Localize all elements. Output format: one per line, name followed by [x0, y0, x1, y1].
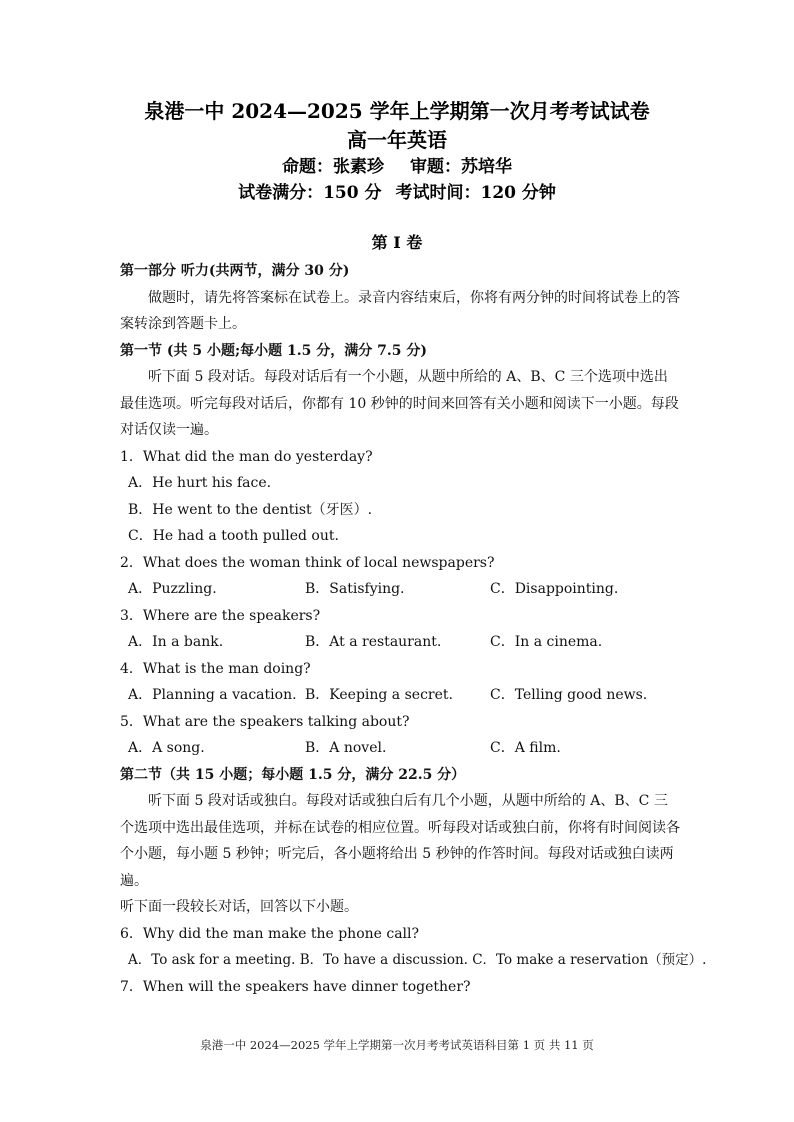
- q4-option-a: A．Planning a vacation.: [128, 687, 297, 703]
- section1-heading: 第一节 (共 5 小题;每小题 1.5 分，满分 7.5 分): [120, 342, 427, 359]
- q6-options: A．To ask for a meeting. B．To have a discussion. C．To make a reservation（预定）.: [128, 952, 707, 968]
- q3-option-a: A．In a bank.: [128, 634, 224, 650]
- exam-time: 考试时间：120 分钟: [395, 183, 556, 203]
- q5-option-a: A．A song.: [128, 740, 205, 756]
- part1-intro: 做题时，请先将答案标在试卷上。录音内容结束后，你将有两分钟的时间将试卷上的答案转涂到答题卡上。: [120, 289, 680, 332]
- part1-heading: 第一部分 听力(共两节，满分 30 分): [120, 263, 350, 279]
- section2-intro: 听下面 5 段对话或独白。每段对话或独白后有几个小题，从题中所给的 A、B、C 三个选项中选出最佳选项，并标在试卷的相应位置。听每段对话或独白前，你将有时间阅读各个小题，每小题 5 秒钟；听完后，各小题将给出 5 秒钟的作答时间。每段对话或独白读两遍。: [120, 793, 680, 889]
- page-footer: 泉港一中 2024—2025 学年上学期第一次月考考试英语科目第 1 页 共 11 页: [200, 1038, 594, 1052]
- q5-option-c: C．A film.: [490, 740, 561, 756]
- question-6: 6．Why did the man make the phone call?: [120, 925, 420, 942]
- q2-option-c: C．Disappointing.: [490, 581, 619, 597]
- question-2: 2．What does the woman think of local newspapers?: [120, 554, 495, 571]
- q2-options: [120, 576, 680, 603]
- q1-option-c: C．He had a tooth pulled out.: [128, 528, 339, 544]
- full-score: 试卷满分：150 分: [238, 183, 382, 203]
- question-1: 1．What did the man do yesterday?: [120, 448, 373, 465]
- question-3: 3．Where are the speakers?: [120, 607, 321, 624]
- volume-heading: 第 I 卷: [371, 233, 423, 252]
- q3-options: [120, 629, 680, 656]
- question-7: 7．When will the speakers have dinner together?: [120, 978, 471, 995]
- q5-option-b: B．A novel.: [305, 740, 387, 756]
- section2-heading: 第二节（共 15 小题；每小题 1.5 分，满分 22.5 分）: [120, 766, 466, 783]
- q4-option-b: B．Keeping a secret.: [305, 687, 453, 703]
- q4-option-c: C．Telling good news.: [490, 687, 648, 703]
- question-5: 5．What are the speakers talking about?: [120, 713, 410, 730]
- section1-intro: 听下面 5 段对话。每段对话后有一个小题，从题中所给的 A、B、C 三个选项中选出最佳选项。听完每段对话后，你都有 10 秒钟的时间来回答有关小题和阅读下一小题。每段对话仅读一遍。: [120, 369, 679, 438]
- exam-subtitle: 高一年英语: [347, 128, 447, 152]
- q3-option-c: C．In a cinema.: [490, 634, 603, 650]
- author-label: 命题：张素珍: [282, 157, 384, 177]
- q2-option-a: A．Puzzling.: [128, 581, 217, 597]
- reviewer-label: 审题：苏培华: [410, 157, 512, 177]
- section2-instruction: 听下面一段较长对话，回答以下小题。: [120, 899, 358, 915]
- exam-meta: [0, 180, 794, 206]
- exam-title: 泉港一中 2024—2025 学年上学期第一次月考考试试卷: [144, 99, 650, 123]
- question-4: 4．What is the man doing?: [120, 660, 311, 677]
- q2-option-b: B．Satisfying.: [305, 581, 405, 597]
- q1-option-a: A．He hurt his face.: [128, 475, 272, 491]
- exam-body: [120, 258, 707, 1000]
- exam-staff: [0, 154, 794, 180]
- q1-option-b: B．He went to the dentist（牙医）.: [128, 501, 373, 518]
- q5-options: [120, 735, 680, 762]
- q3-option-b: B．At a restaurant.: [305, 634, 442, 650]
- q4-options: [120, 682, 680, 709]
